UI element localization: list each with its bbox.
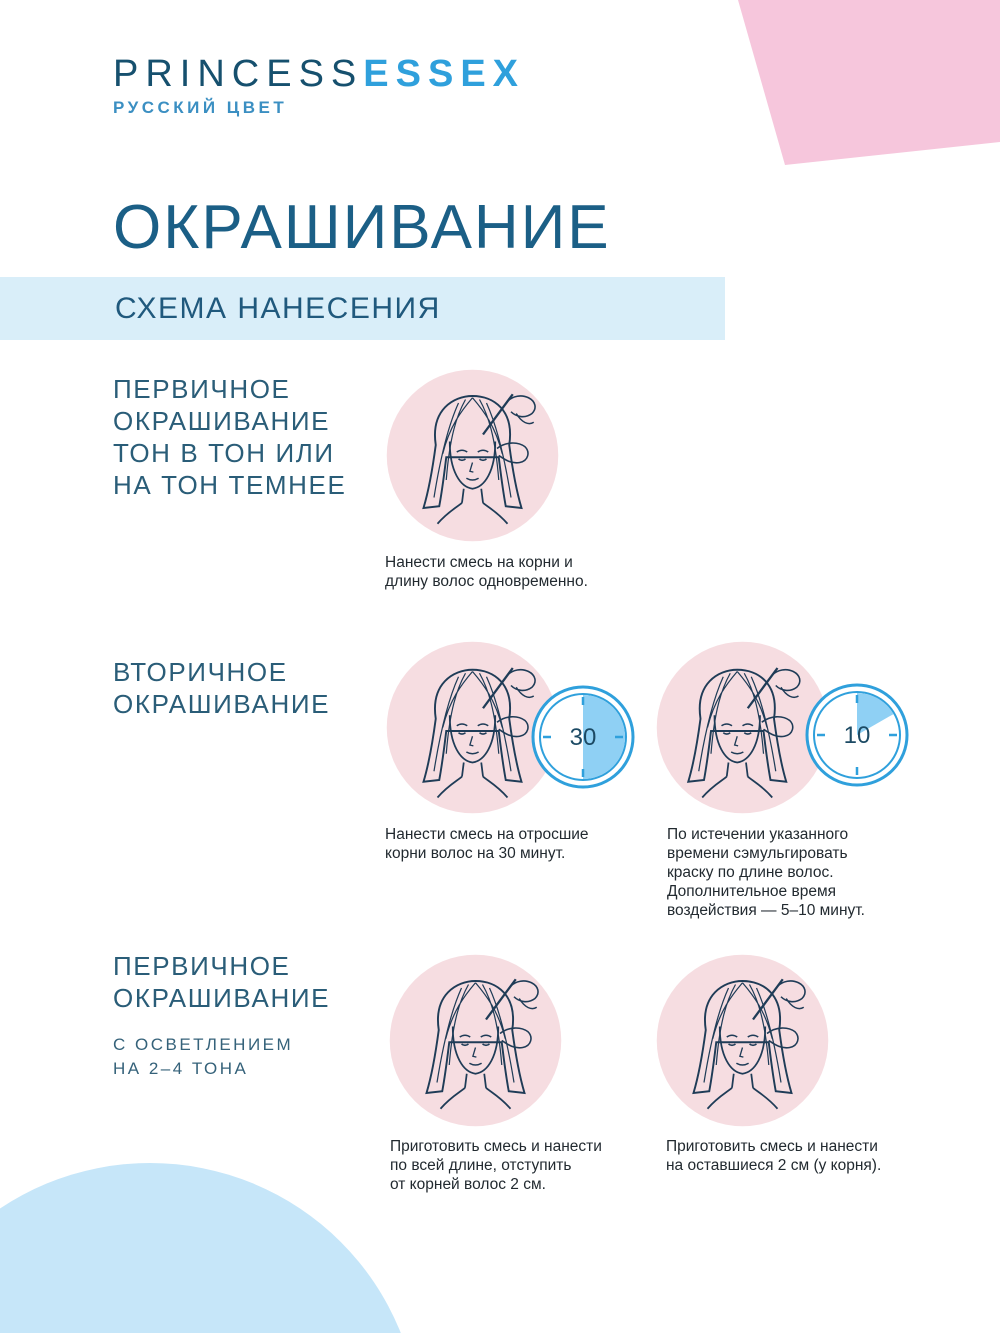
- hair-coloring-illustration-icon: [655, 953, 830, 1128]
- section1-title-line: ОКРАШИВАНИЕ: [113, 406, 331, 436]
- section3-title-line: ОКРАШИВАНИЕ: [113, 983, 331, 1013]
- brand-name-part2: ESSEX: [363, 53, 526, 95]
- section1-title-line: ПЕРВИЧНОЕ: [113, 374, 291, 404]
- page-title: ОКРАШИВАНИЕ: [113, 193, 611, 262]
- section2-title-line: ВТОРИЧНОЕ: [113, 657, 288, 687]
- caption-line: по всей длине, отступить: [390, 1157, 572, 1174]
- section2-step1-caption: [385, 825, 589, 863]
- caption-line: краску по длине волос.: [667, 864, 834, 881]
- section1-step1-caption: [385, 553, 588, 591]
- blue-corner-blob: [0, 1073, 420, 1333]
- caption-line: времени сэмульгировать: [667, 845, 848, 862]
- hair-coloring-illustration-icon: [655, 640, 830, 815]
- section3-subtitle: [113, 1033, 293, 1081]
- section3-subtitle-line: С ОСВЕТЛЕНИЕМ: [113, 1035, 294, 1054]
- section2-step2-caption: [667, 825, 865, 920]
- caption-line: Приготовить смесь и нанести: [390, 1138, 602, 1155]
- section1-title-line: НА ТОН ТЕМНЕЕ: [113, 470, 347, 500]
- section-band: [0, 277, 725, 340]
- section3-title: [113, 950, 330, 1014]
- caption-line: Нанести смесь на корни и: [385, 554, 573, 571]
- section3-subtitle-line: НА 2–4 ТОНА: [113, 1059, 249, 1078]
- brand-name-part1: PRINCESS: [113, 53, 364, 95]
- section3-step2-caption: [666, 1137, 881, 1175]
- brand-name: [113, 52, 525, 96]
- caption-line: длину волос одновременно.: [385, 573, 588, 590]
- section3-title-line: ПЕРВИЧНОЕ: [113, 951, 291, 981]
- brand-subtitle: РУССКИЙ ЦВЕТ: [113, 98, 288, 117]
- section1-title: [113, 373, 346, 501]
- hair-coloring-illustration-icon: [388, 953, 563, 1128]
- timer-value: 30: [569, 724, 597, 751]
- section2-title-line: ОКРАШИВАНИЕ: [113, 689, 331, 719]
- caption-line: корни волос на 30 минут.: [385, 845, 566, 862]
- brand-logo: [113, 52, 525, 118]
- timer-value: 10: [843, 722, 871, 749]
- section1-title-line: ТОН В ТОН ИЛИ: [113, 438, 335, 468]
- caption-line: Нанести смесь на отросшие: [385, 826, 589, 843]
- timer-icon: [805, 683, 909, 787]
- section2-title: [113, 656, 330, 720]
- caption-line: от корней волос 2 см.: [390, 1176, 546, 1193]
- caption-line: Приготовить смесь и нанести: [666, 1138, 878, 1155]
- caption-line: Дополнительное время: [667, 883, 837, 900]
- hair-coloring-illustration-icon: [385, 368, 560, 543]
- band-title: СХЕМА НАНЕСЕНИЯ: [115, 292, 441, 325]
- timer-icon: [531, 685, 635, 789]
- section3-step1-caption: [390, 1137, 602, 1194]
- caption-line: По истечении указанного: [667, 826, 849, 843]
- caption-line: на оставшиеся 2 см (у корня).: [666, 1157, 882, 1174]
- caption-line: воздействия — 5–10 минут.: [667, 902, 865, 919]
